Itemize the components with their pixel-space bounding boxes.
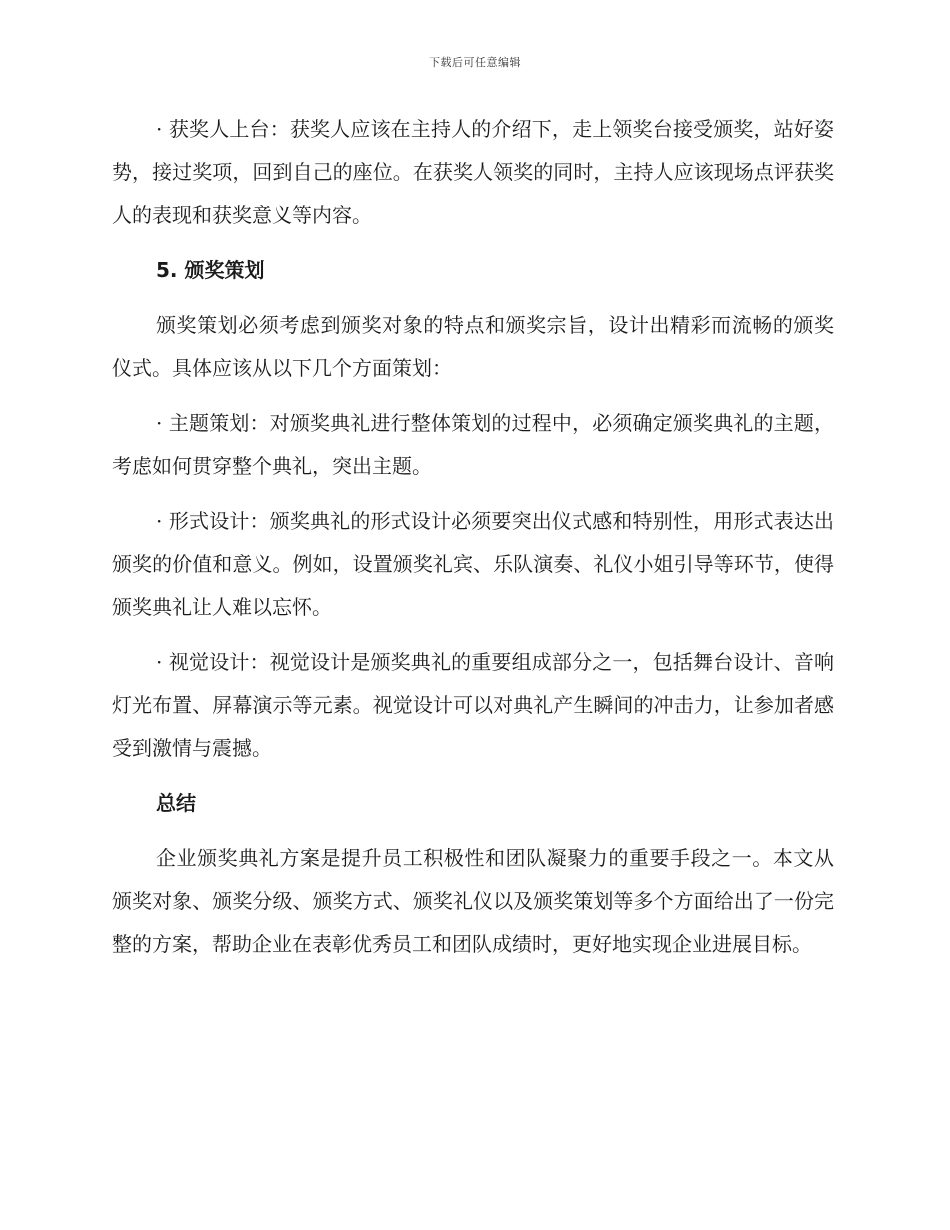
- page-header: 下载后可任意编辑: [429, 56, 521, 69]
- paragraph-award-winner-on-stage: · 获奖人上台：获奖人应该在主持人的介绍下，走上领奖台接受颁奖，站好姿势，接过奖项，回到自己的座位。在获奖人领奖的同时，主持人应该现场点评获奖人的表现和获奖意义等内容。: [112, 117, 834, 227]
- section-heading-summary: 总结: [156, 791, 196, 815]
- paragraph-visual-design: · 视觉设计：视觉设计是颁奖典礼的重要组成部分之一，包括舞台设计、音响灯光布置、屏幕演示等元素。视觉设计可以对典礼产生瞬间的冲击力，让参加者感受到激情与震撼。: [112, 650, 834, 760]
- document-body: [112, 108, 834, 978]
- paragraph-theme-planning: · 主题策划：对颁奖典礼进行整体策划的过程中，必须确定颁奖典礼的主题，考虑如何贯穿整个典礼，突出主题。: [112, 411, 834, 478]
- paragraph-planning-intro: 颁奖策划必须考虑到颁奖对象的特点和颁奖宗旨，设计出精彩而流畅的颁奖仪式。具体应该从以下几个方面策划：: [112, 313, 834, 380]
- paragraph-summary: 企业颁奖典礼方案是提升员工积极性和团队凝聚力的重要手段之一。本文从颁奖对象、颁奖分级、颁奖方式、颁奖礼仪以及颁奖策划等多个方面给出了一份完整的方案，帮助企业在表彰优秀员工和团队成绩时，更好地实现企业进展目标。: [112, 846, 834, 956]
- section-heading-award-planning: 5. 颁奖策划: [156, 258, 265, 282]
- paragraph-format-design: · 形式设计：颁奖典礼的形式设计必须要突出仪式感和特别性，用形式表达出颁奖的价值和意义。例如，设置颁奖礼宾、乐队演奏、礼仪小姐引导等环节，使得颁奖典礼让人难以忘怀。: [112, 509, 834, 619]
